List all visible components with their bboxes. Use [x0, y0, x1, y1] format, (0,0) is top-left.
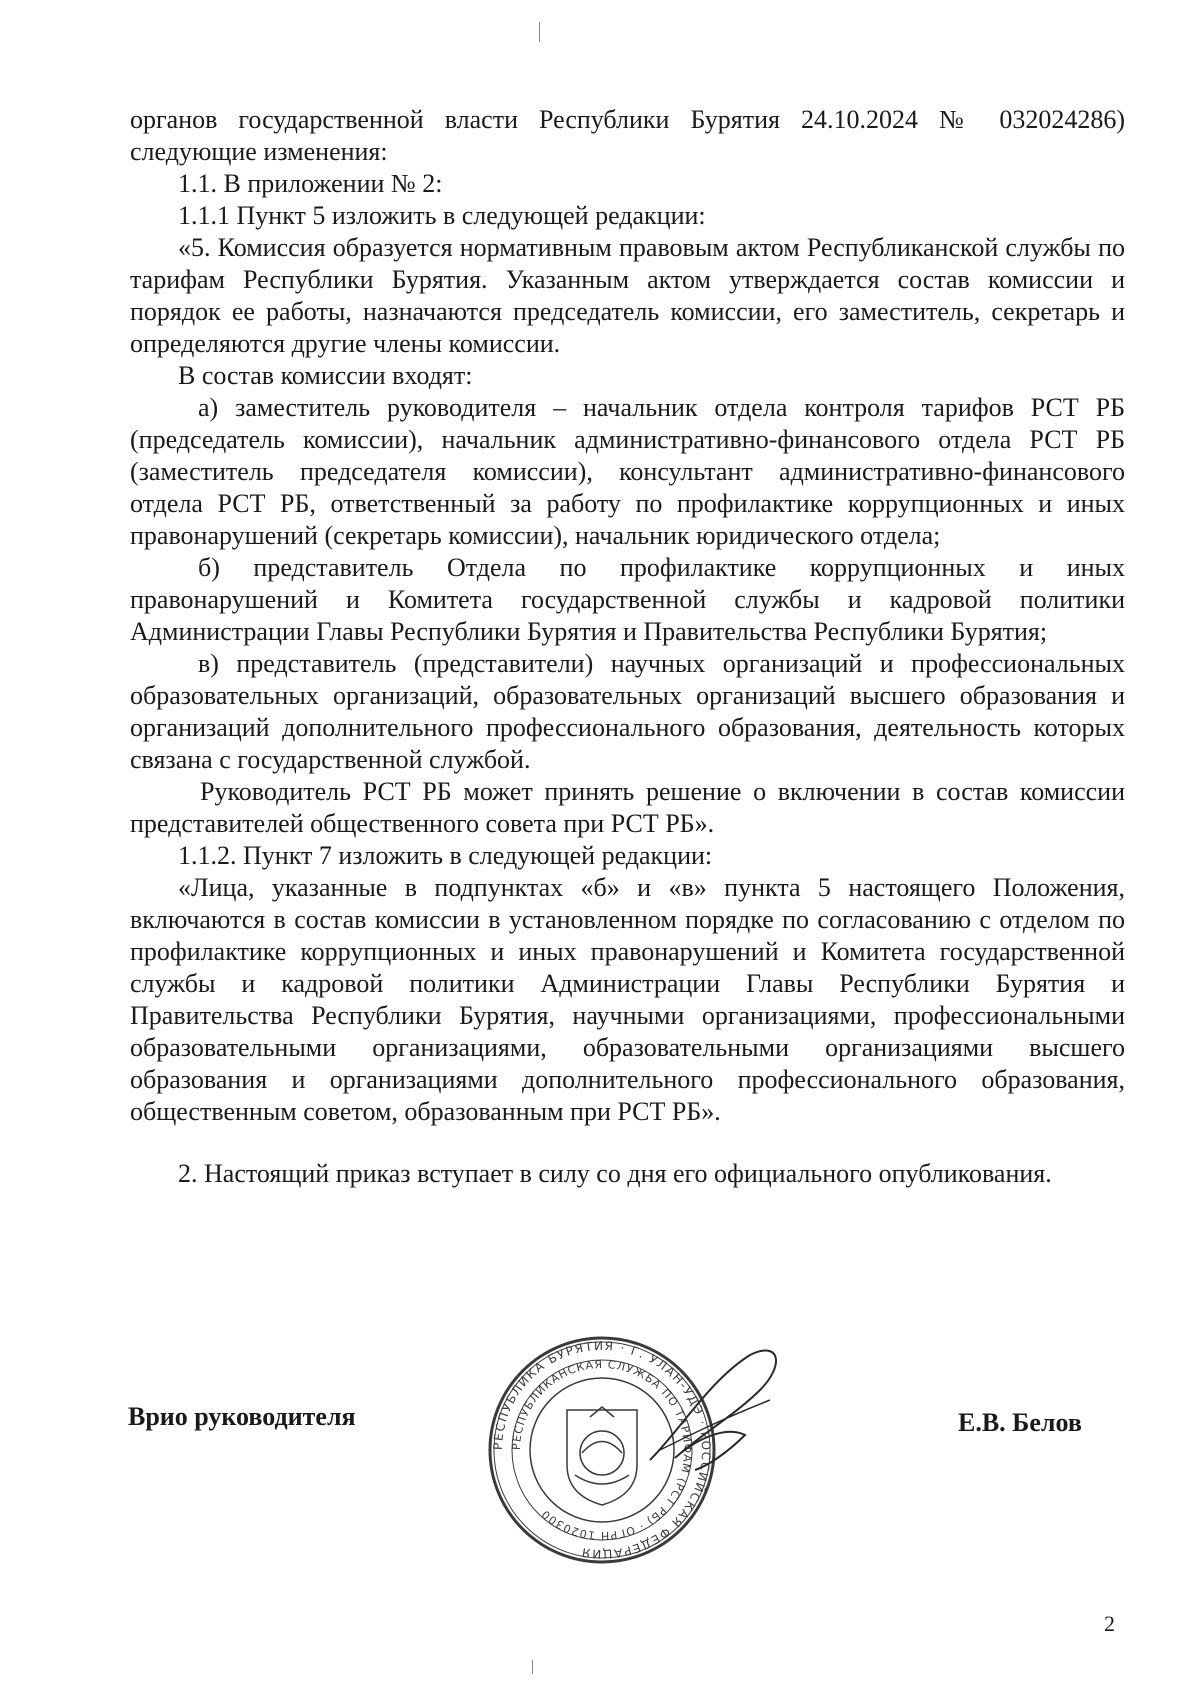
stamp-inner-text: РЕСПУБЛИКАНСКАЯ СЛУЖБА ПО ТАРИФАМ (РСТ РБ) · ОГРН 1020300 — [509, 1357, 695, 1543]
document-body — [130, 104, 1125, 1190]
paragraph-head-decision: Руководитель РСТ РБ может принять решение о включении в состав комиссии представителей общественного совета при РСТ РБ». — [130, 777, 1125, 838]
signatory-position: Врио руководителя — [128, 1402, 356, 1431]
emblem-icon — [567, 1407, 637, 1505]
paragraph-item-a: а) заместитель руководителя – начальник отдела контроля тарифов РСТ РБ (председатель комиссии), начальник административно-финансового отдела РСТ РБ (заместитель председателя комиссии), консультант административно-финансового отдела РСТ РБ, ответственный за работу по профилактике коррупционных и иных правонарушений (секретарь комиссии), начальник юридического отдела; — [130, 393, 1125, 550]
signatory-name: Е.В. Белов — [958, 1408, 1082, 1437]
paragraph-intro: органов государственной власти Республики Бурятия 24.10.2024 № 032024286) следующие изменения: — [130, 105, 1125, 166]
paragraph-1-1-1: 1.1.1 Пункт 5 изложить в следующей редакции: — [178, 201, 706, 230]
paragraph-clause-7: «Лица, указанные в подпунктах «б» и «в» пункта 5 настоящего Положения, включаются в состав комиссии в установленном порядке по согласованию с отделом по профилактике коррупционных и иных правонарушений и Комитета государственной службы и кадровой политики Администрации Главы Республики Бурятия и Правительства Республики Бурятия, научными организациями, профессиональными образовательными организациями, образовательными организациями высшего образования и организациями дополнительного профессионального образования, общественным советом, образованным при РСТ РБ». — [130, 873, 1125, 1126]
stamp-outer-text: РЕСПУБЛИКА БУРЯТИЯ · Г. УЛАН-УДЭ · РОССИЙСКАЯ ФЕДЕРАЦИЯ — [490, 1338, 714, 1562]
paragraph-1-1: 1.1. В приложении № 2: — [178, 169, 443, 198]
paragraph-entry-into-force: 2. Настоящий приказ вступает в силу со дня его официального опубликования. — [178, 1159, 1052, 1188]
page-number: 2 — [1104, 1611, 1115, 1636]
paragraph-item-v: в) представитель (представители) научных организаций и профессиональных образовательных организаций, образовательных организаций высшего образования и организаций дополнительного профессионального образования, деятельность которых связана с государственной службой. — [130, 649, 1125, 774]
paragraph-item-b: б) представитель Отдела по профилактике коррупционных и иных правонарушений и Комитета государственной службы и кадровой политики Администрации Главы Республики Бурятия и Правительства Республики Бурятия; — [130, 553, 1125, 646]
paragraph-commission-members: В состав комиссии входят: — [178, 361, 473, 390]
scan-artifact-bottom — [532, 1660, 533, 1674]
paragraph-1-1-2: 1.1.2. Пункт 7 изложить в следующей редакции: — [178, 841, 713, 870]
handwritten-signature — [640, 1340, 790, 1480]
scan-artifact-top — [539, 22, 540, 42]
paragraph-clause-5: «5. Комиссия образуется нормативным правовым актом Республиканской службы по тарифам Республики Бурятия. Указанным актом утверждается состав комиссии и порядок ее работы, назначаются председатель комиссии, его заместитель, секретарь и определяются другие члены комиссии. — [130, 233, 1125, 358]
